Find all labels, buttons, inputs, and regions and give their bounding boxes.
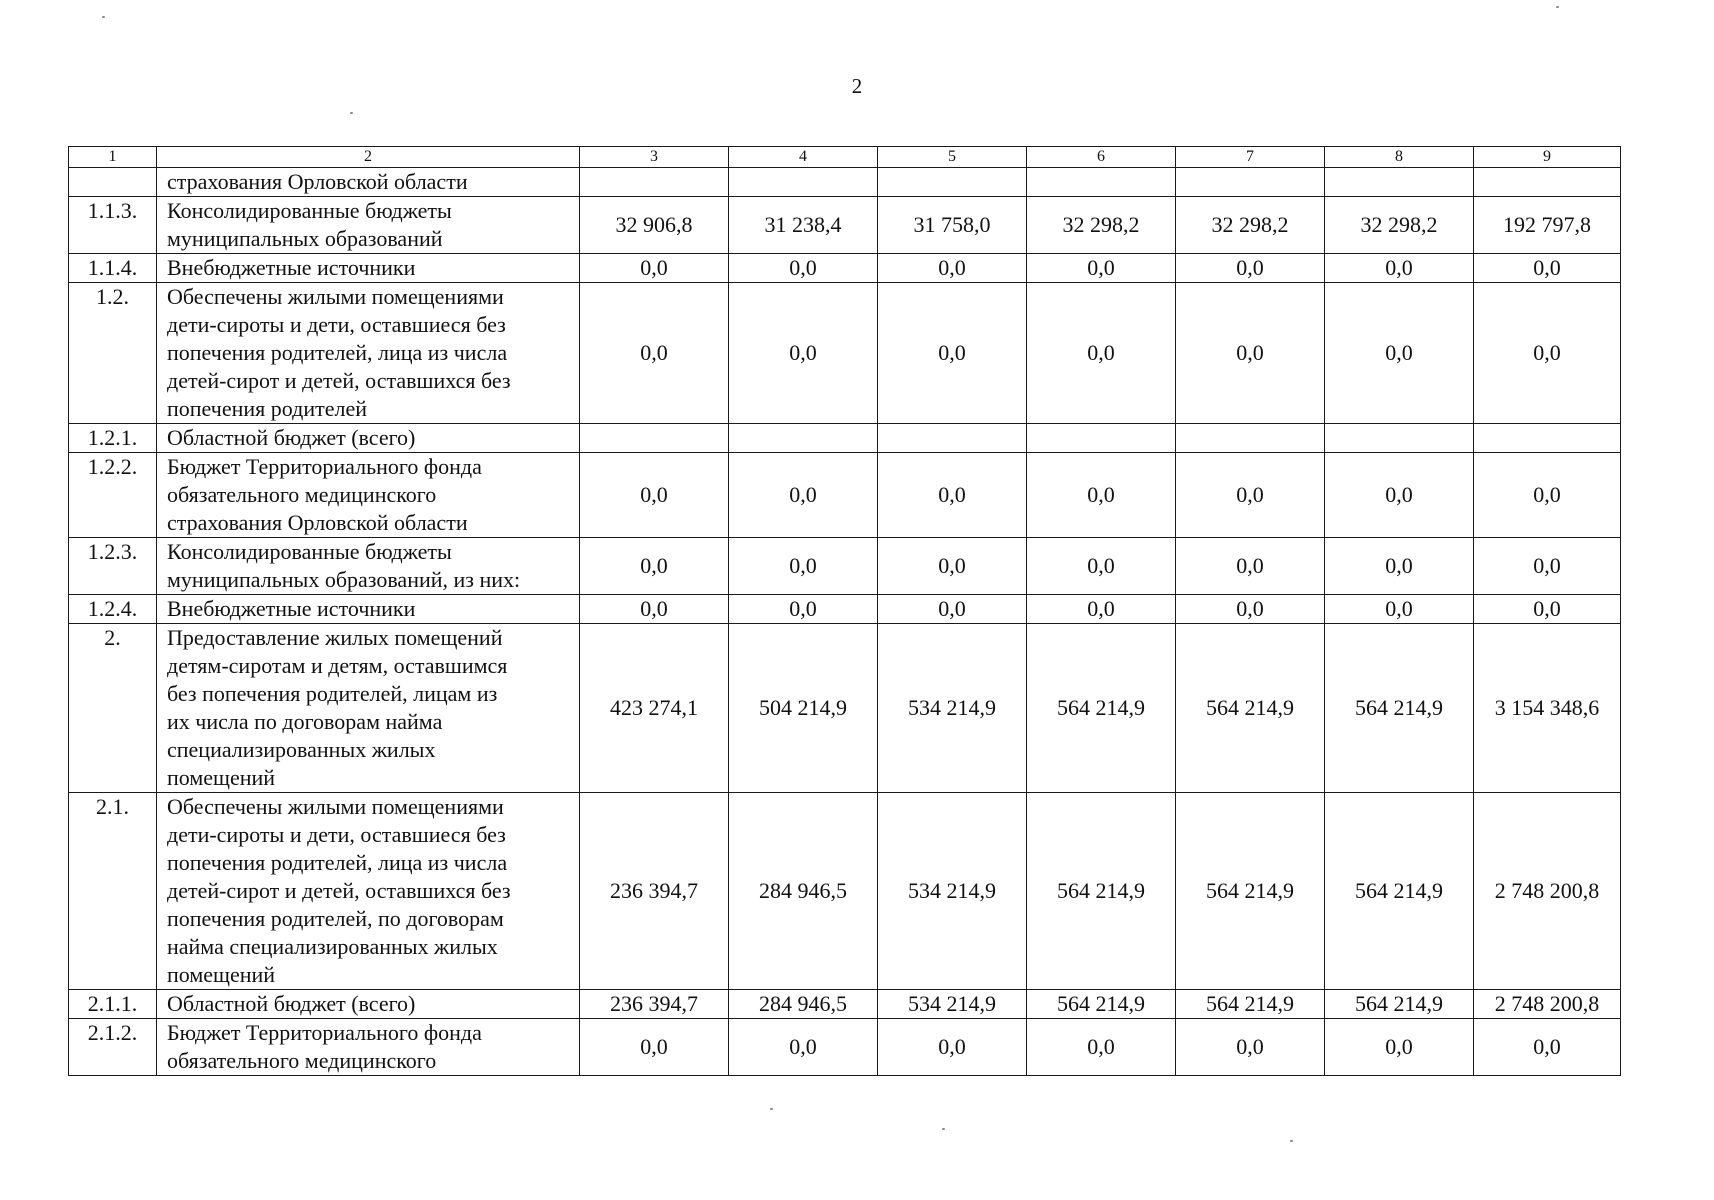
value-cell (580, 168, 729, 197)
value-cell: 236 394,7 (580, 793, 729, 990)
header-cell-7: 7 (1176, 147, 1325, 168)
value-cell: 32 298,2 (1176, 197, 1325, 254)
value-cell: 0,0 (878, 453, 1027, 538)
row-description-line: попечения родителей, по договорам (167, 906, 504, 931)
value-cell (1474, 424, 1621, 453)
value-cell: 32 298,2 (1027, 197, 1176, 254)
value-cell (1176, 168, 1325, 197)
header-cell-2: 2 (157, 147, 580, 168)
table-row (69, 624, 1621, 793)
value-cell: 0,0 (580, 254, 729, 283)
value-cell: 564 214,9 (1027, 624, 1176, 793)
value-cell: 0,0 (1325, 254, 1474, 283)
value-cell (1325, 424, 1474, 453)
value-cell: 0,0 (580, 595, 729, 624)
table-row (69, 1019, 1621, 1076)
row-description-line: дети-сироты и дети, оставшиеся без (167, 822, 506, 847)
value-cell: 534 214,9 (878, 624, 1027, 793)
row-number (69, 168, 157, 197)
row-description (157, 538, 580, 595)
value-cell: 0,0 (580, 283, 729, 424)
row-description (157, 793, 580, 990)
value-cell: 3 154 348,6 (1474, 624, 1621, 793)
row-description (157, 283, 580, 424)
budget-table (68, 146, 1621, 1076)
row-description (157, 197, 580, 254)
value-cell: 0,0 (1325, 1019, 1474, 1076)
value-cell: 0,0 (1325, 453, 1474, 538)
table-row (69, 538, 1621, 595)
value-cell: 2 748 200,8 (1474, 793, 1621, 990)
table-row (69, 197, 1621, 254)
row-description-line: помещений (167, 962, 276, 987)
row-description (157, 254, 580, 283)
value-cell: 0,0 (878, 595, 1027, 624)
value-cell: 0,0 (1474, 453, 1621, 538)
value-cell: 0,0 (1176, 453, 1325, 538)
value-cell: 0,0 (1176, 595, 1325, 624)
value-cell: 0,0 (1176, 1019, 1325, 1076)
table-row (69, 793, 1621, 990)
value-cell: 0,0 (1027, 254, 1176, 283)
table-row (69, 254, 1621, 283)
row-number: 1.2.3. (69, 538, 157, 595)
table-row (69, 990, 1621, 1019)
value-cell: 0,0 (1325, 538, 1474, 595)
row-description-line: детей-сирот и детей, оставшихся без (167, 878, 511, 903)
value-cell: 31 238,4 (729, 197, 878, 254)
page-number: 2 (851, 74, 863, 98)
value-cell (1176, 424, 1325, 453)
value-cell (878, 424, 1027, 453)
row-description-line: Внебюджетные источники (167, 255, 416, 280)
value-cell: 0,0 (580, 538, 729, 595)
row-description-line: Обеспечены жилыми помещениями (167, 284, 504, 309)
value-cell (1027, 424, 1176, 453)
scan-speck (1290, 1140, 1293, 1142)
value-cell: 564 214,9 (1176, 990, 1325, 1019)
row-description-line: попечения родителей, лица из числа (167, 850, 508, 875)
value-cell: 564 214,9 (1176, 793, 1325, 990)
header-cell-1: 1 (69, 147, 157, 168)
value-cell: 284 946,5 (729, 793, 878, 990)
value-cell: 0,0 (729, 595, 878, 624)
value-cell: 0,0 (1325, 283, 1474, 424)
value-cell: 564 214,9 (1027, 990, 1176, 1019)
row-description-line: Консолидированные бюджеты (167, 539, 452, 564)
value-cell: 0,0 (878, 283, 1027, 424)
row-number: 1.1.4. (69, 254, 157, 283)
row-description (157, 453, 580, 538)
value-cell (1325, 168, 1474, 197)
scan-speck (350, 112, 353, 114)
header-cell-9: 9 (1474, 147, 1621, 168)
value-cell: 0,0 (729, 1019, 878, 1076)
value-cell: 192 797,8 (1474, 197, 1621, 254)
value-cell: 0,0 (1474, 538, 1621, 595)
value-cell: 0,0 (878, 538, 1027, 595)
value-cell: 564 214,9 (1325, 624, 1474, 793)
value-cell: 32 298,2 (1325, 197, 1474, 254)
value-cell: 0,0 (580, 1019, 729, 1076)
value-cell: 0,0 (1027, 283, 1176, 424)
row-description-line: Обеспечены жилыми помещениями (167, 794, 504, 819)
value-cell (1474, 168, 1621, 197)
table-body (69, 168, 1621, 1076)
value-cell: 2 748 200,8 (1474, 990, 1621, 1019)
value-cell: 0,0 (1176, 538, 1325, 595)
table-row (69, 453, 1621, 538)
row-number: 2.1.2. (69, 1019, 157, 1076)
value-cell: 564 214,9 (1325, 990, 1474, 1019)
row-description (157, 595, 580, 624)
value-cell: 0,0 (729, 254, 878, 283)
value-cell: 564 214,9 (1176, 624, 1325, 793)
table-row (69, 168, 1621, 197)
row-number: 1.2.1. (69, 424, 157, 453)
row-number: 1.1.3. (69, 197, 157, 254)
header-cell-3: 3 (580, 147, 729, 168)
row-description (157, 424, 580, 453)
row-description-line: Бюджет Территориального фонда (167, 1020, 482, 1045)
row-number: 2. (69, 624, 157, 793)
value-cell: 0,0 (1027, 453, 1176, 538)
value-cell: 0,0 (1474, 595, 1621, 624)
row-number: 1.2. (69, 283, 157, 424)
row-number: 1.2.2. (69, 453, 157, 538)
value-cell: 0,0 (1027, 1019, 1176, 1076)
row-description-line: помещений (167, 765, 276, 790)
row-description-line: Консолидированные бюджеты (167, 198, 452, 223)
scan-speck (102, 16, 105, 18)
scan-speck (770, 1108, 773, 1110)
value-cell: 0,0 (1474, 254, 1621, 283)
header-cell-6: 6 (1027, 147, 1176, 168)
row-description-line: страхования Орловской области (167, 169, 468, 194)
value-cell: 236 394,7 (580, 990, 729, 1019)
row-description-line: детей-сирот и детей, оставшихся без (167, 368, 511, 393)
row-description-line: страхования Орловской области (167, 510, 468, 535)
value-cell: 0,0 (878, 1019, 1027, 1076)
value-cell: 0,0 (729, 453, 878, 538)
row-description-line: найма специализированных жилых (167, 934, 498, 959)
row-description-line: без попечения родителей, лицам из (167, 681, 498, 706)
value-cell: 0,0 (729, 283, 878, 424)
row-description (157, 624, 580, 793)
row-number: 1.2.4. (69, 595, 157, 624)
value-cell: 423 274,1 (580, 624, 729, 793)
scan-speck (1556, 6, 1559, 8)
value-cell: 0,0 (1474, 283, 1621, 424)
row-description-line: Бюджет Территориального фонда (167, 454, 482, 479)
row-description-line: муниципальных образований (167, 226, 443, 251)
value-cell: 31 758,0 (878, 197, 1027, 254)
row-description-line: попечения родителей, лица из числа (167, 340, 508, 365)
row-description-line: Внебюджетные источники (167, 596, 416, 621)
value-cell: 32 906,8 (580, 197, 729, 254)
value-cell: 564 214,9 (1325, 793, 1474, 990)
scan-speck (942, 1128, 945, 1130)
row-description-line: детям-сиротам и детям, оставшимся (167, 653, 508, 678)
row-description (157, 990, 580, 1019)
row-description-line: их числа по договорам найма (167, 709, 443, 734)
value-cell: 0,0 (1027, 595, 1176, 624)
value-cell: 284 946,5 (729, 990, 878, 1019)
value-cell: 0,0 (1176, 254, 1325, 283)
value-cell (729, 168, 878, 197)
row-description-line: Областной бюджет (всего) (167, 991, 416, 1016)
table-row (69, 595, 1621, 624)
value-cell: 0,0 (1027, 538, 1176, 595)
header-cell-8: 8 (1325, 147, 1474, 168)
row-description-line: муниципальных образований, из них: (167, 567, 521, 592)
value-cell: 0,0 (878, 254, 1027, 283)
row-description-line: Предоставление жилых помещений (167, 625, 503, 650)
value-cell: 0,0 (729, 538, 878, 595)
value-cell (878, 168, 1027, 197)
value-cell (580, 424, 729, 453)
row-description (157, 1019, 580, 1076)
value-cell: 0,0 (1176, 283, 1325, 424)
value-cell (1027, 168, 1176, 197)
row-description-line: дети-сироты и дети, оставшиеся без (167, 312, 506, 337)
value-cell: 534 214,9 (878, 990, 1027, 1019)
row-description-line: попечения родителей (167, 396, 367, 421)
table-row (69, 424, 1621, 453)
row-description (157, 168, 580, 197)
row-description-line: обязательного медицинского (167, 1048, 437, 1073)
value-cell: 564 214,9 (1027, 793, 1176, 990)
value-cell: 0,0 (580, 453, 729, 538)
header-cell-5: 5 (878, 147, 1027, 168)
value-cell: 534 214,9 (878, 793, 1027, 990)
value-cell (729, 424, 878, 453)
value-cell: 0,0 (1474, 1019, 1621, 1076)
header-row (69, 147, 1621, 168)
value-cell: 0,0 (1325, 595, 1474, 624)
table-header (69, 147, 1621, 168)
row-number: 2.1. (69, 793, 157, 990)
row-description-line: Областной бюджет (всего) (167, 425, 416, 450)
row-description-line: специализированных жилых (167, 737, 436, 762)
row-number: 2.1.1. (69, 990, 157, 1019)
table-row (69, 283, 1621, 424)
header-cell-4: 4 (729, 147, 878, 168)
row-description-line: обязательного медицинского (167, 482, 437, 507)
value-cell: 504 214,9 (729, 624, 878, 793)
